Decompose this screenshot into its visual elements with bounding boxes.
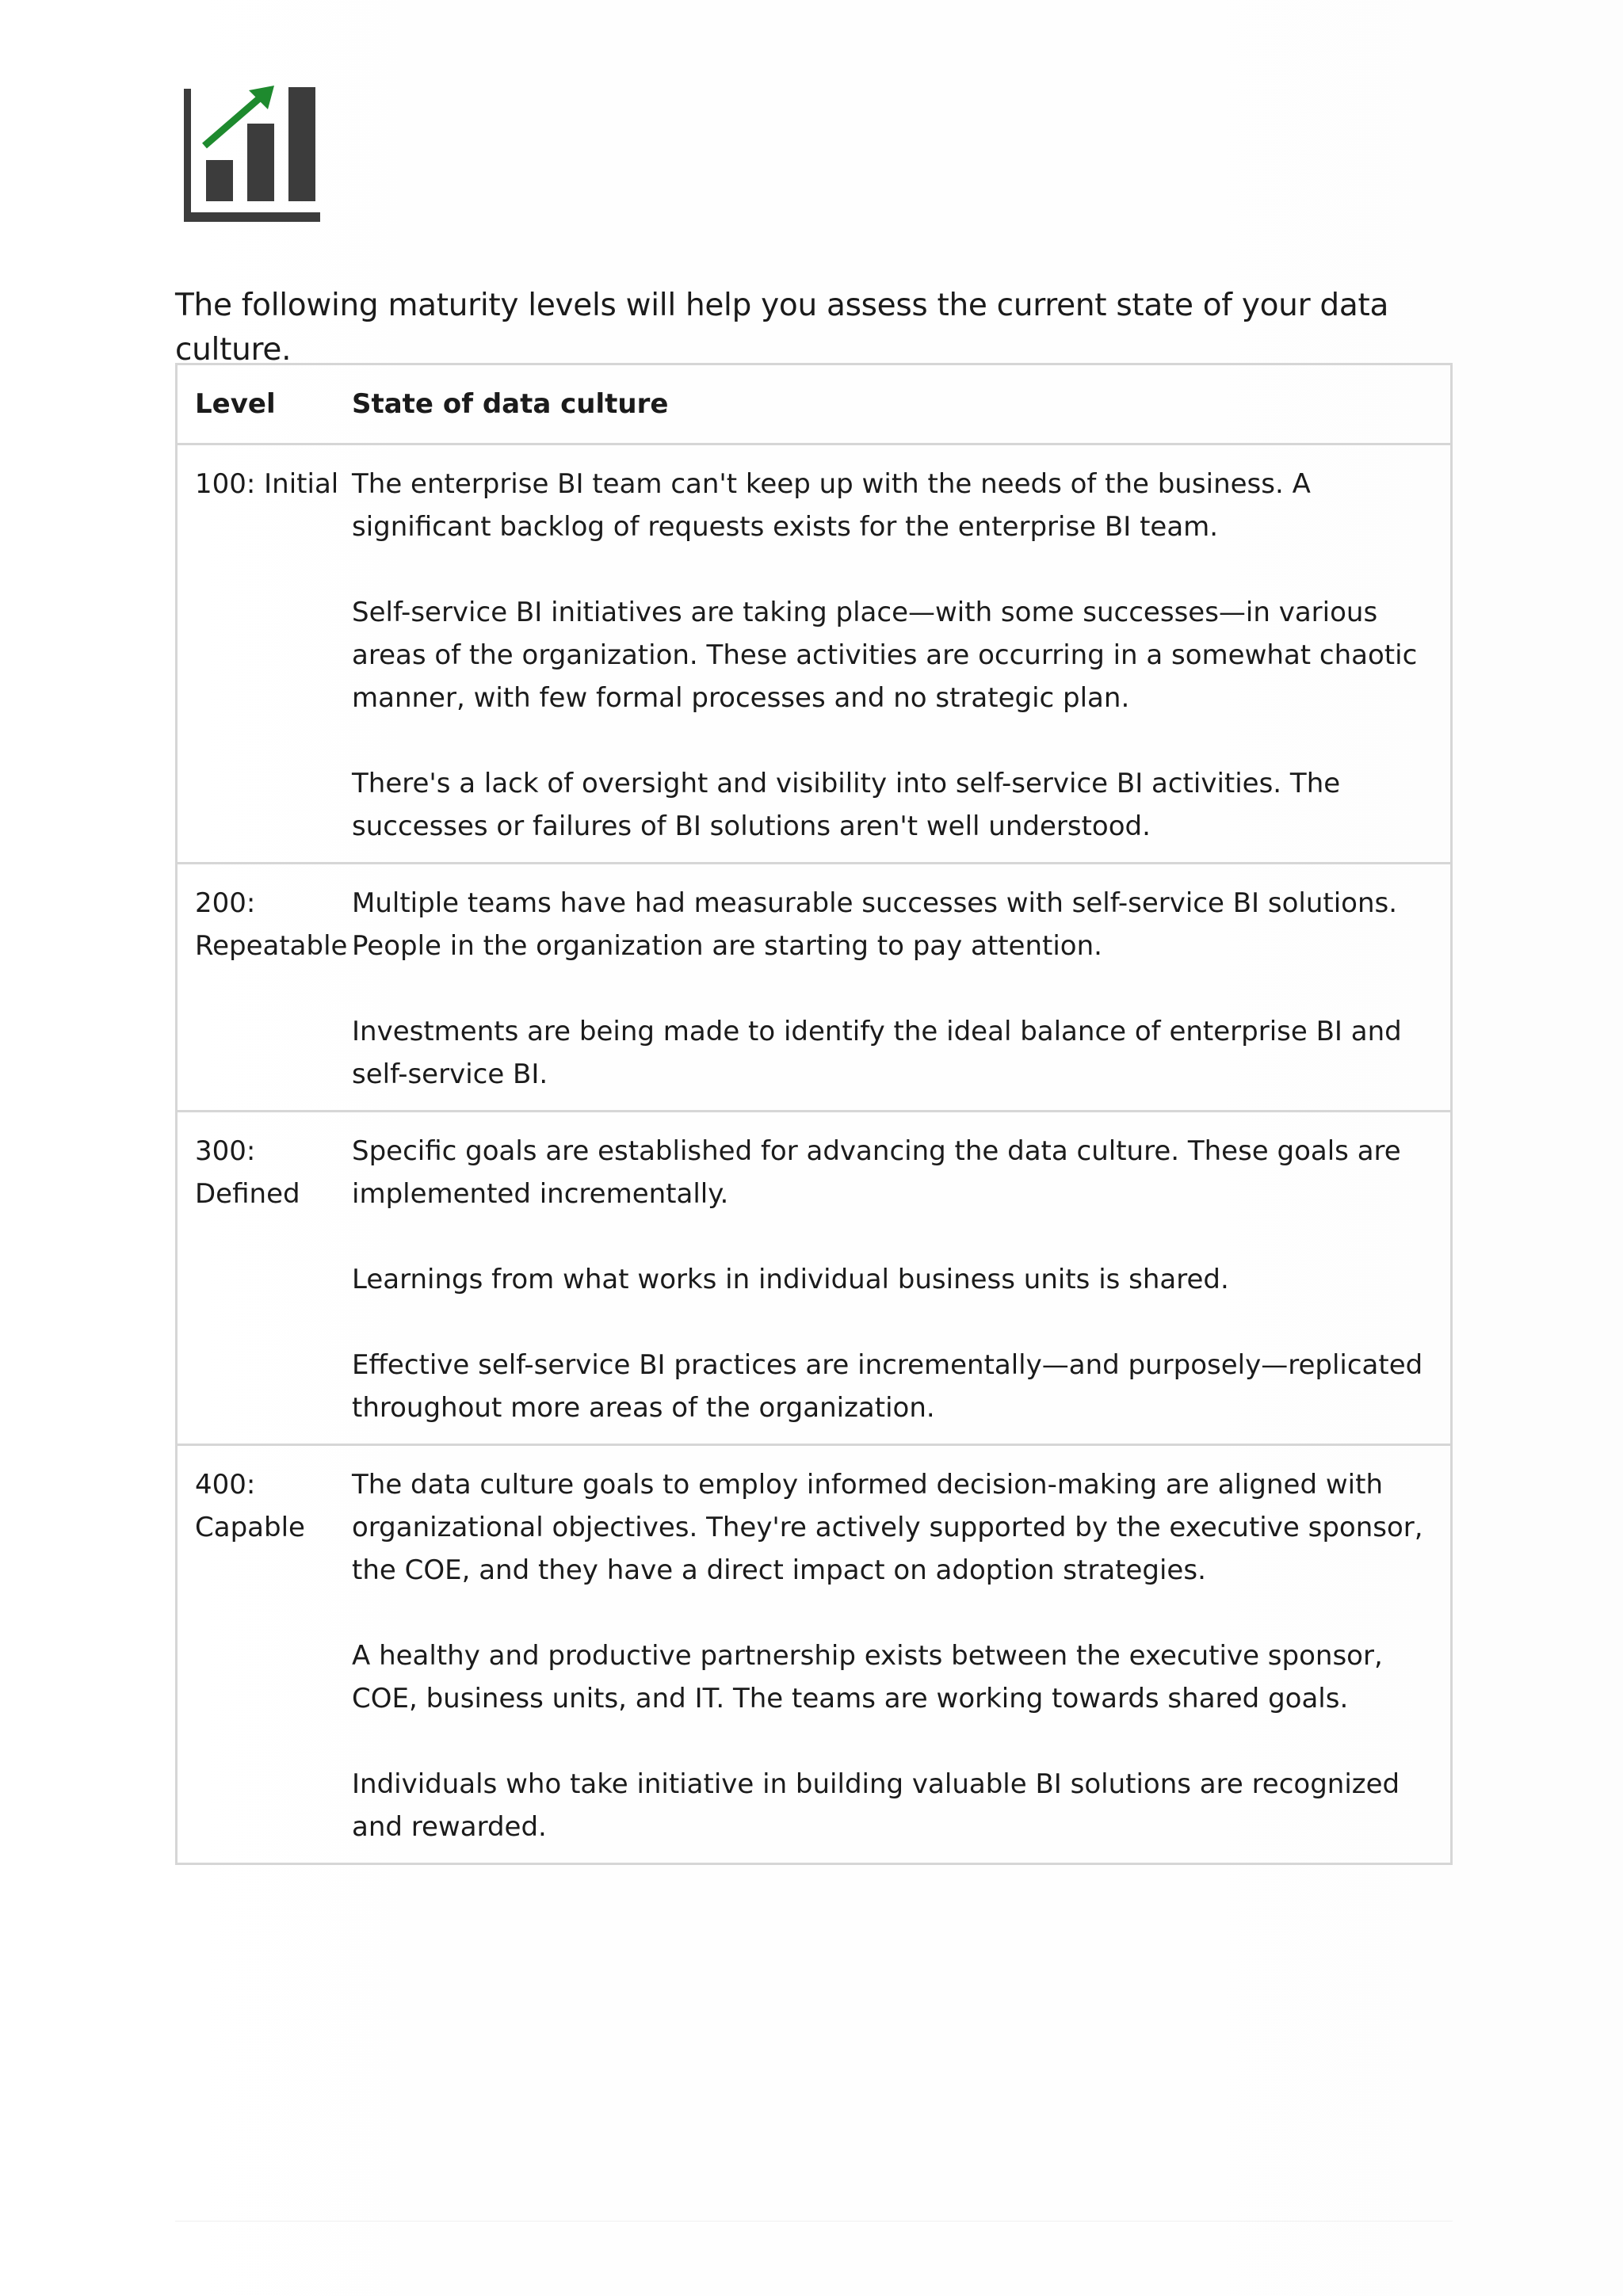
bar-chart-growth-icon [181, 82, 323, 225]
state-cell [352, 1445, 1450, 1863]
state-paragraph: Investments are being made to identify the ideal balance of enterprise BI and self-service BI. [352, 1016, 1402, 1090]
state-paragraph: There's a lack of oversight and visibility into self-service BI activities. The successes or failures of BI solutions aren't well understood. [352, 768, 1341, 842]
state-paragraph: Learnings from what works in individual business units is shared. [352, 1264, 1229, 1295]
table-row [178, 1112, 1450, 1445]
table-header-row [178, 365, 1450, 444]
state-paragraph: Self-service BI initiatives are taking place—with some successes—in various areas of the organization. These activities are occurring in a somewhat chaotic manner, with few formal processes and no strategic plan. [352, 597, 1418, 714]
level-cell: 300: Defined [195, 1135, 300, 1210]
state-paragraph: Multiple teams have had measurable successes with self-service BI solutions. People in the organization are starting to pay attention. [352, 887, 1398, 962]
table-row [178, 1445, 1450, 1863]
state-paragraph: A healthy and productive partnership exists between the executive sponsor, COE, business units, and IT. The teams are working towards shared goals. [352, 1640, 1383, 1714]
state-paragraph: Effective self-service BI practices are incrementally—and purposely—replicated throughout more areas of the organization. [352, 1349, 1423, 1424]
state-paragraph: The enterprise BI team can't keep up with the needs of the business. A significant backlog of requests exists for the enterprise BI team. [352, 468, 1311, 543]
state-cell [352, 444, 1450, 864]
state-paragraph: Specific goals are established for advancing the data culture. These goals are implemented incrementally. [352, 1135, 1401, 1210]
state-cell [352, 1112, 1450, 1445]
level-cell: 100: Initial [195, 468, 339, 500]
state-paragraph: The data culture goals to employ informed decision-making are aligned with organizational objectives. They're actively supported by the executive sponsor, the COE, and they have a direct impact on adoption strategies. [352, 1469, 1423, 1586]
maturity-table [175, 363, 1453, 1865]
level-cell: 200: Repeatable [195, 887, 348, 962]
table-row [178, 444, 1450, 864]
state-paragraph: Individuals who take initiative in building valuable BI solutions are recognized and rewarded. [352, 1768, 1400, 1843]
column-header-state: State of data culture [352, 388, 669, 420]
state-cell [352, 864, 1450, 1112]
level-cell: 400: Capable [195, 1469, 305, 1543]
table-row [178, 864, 1450, 1112]
column-header-level: Level [195, 388, 276, 420]
intro-text: The following maturity levels will help you assess the current state of your data culture. [175, 288, 1389, 368]
page-footer-divider [175, 2221, 1453, 2222]
